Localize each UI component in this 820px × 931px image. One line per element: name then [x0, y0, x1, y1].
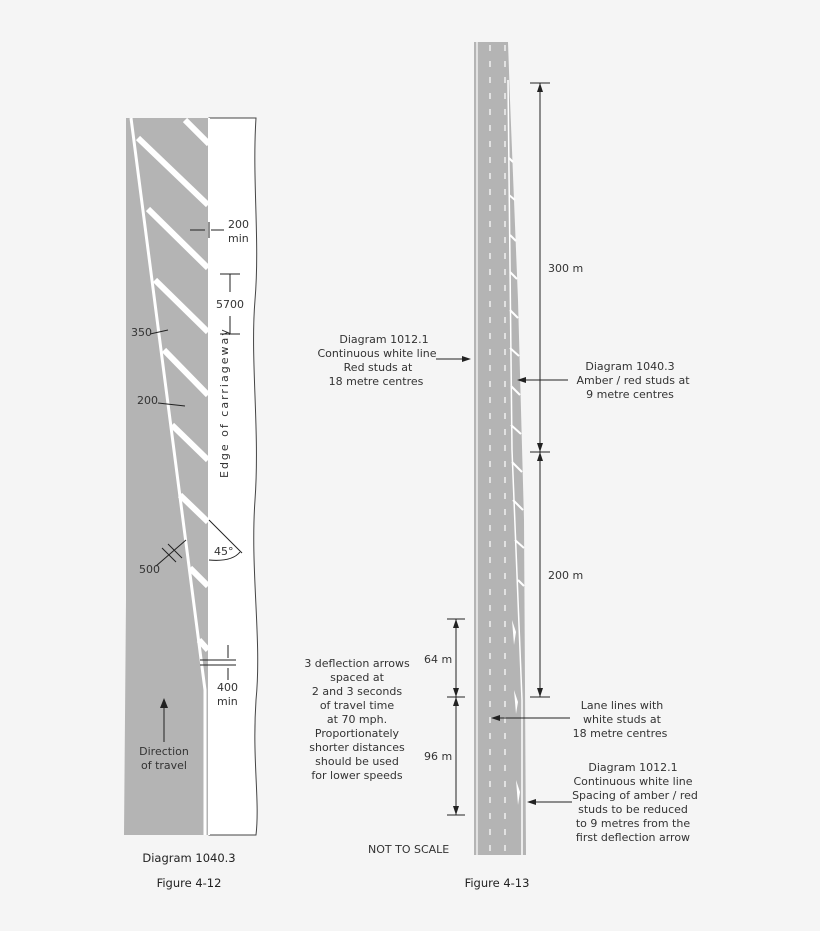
svg-text:should be used: should be used	[315, 755, 399, 768]
svg-text:Proportionately: Proportionately	[314, 727, 400, 740]
edge-of-carriageway-label: Edge of carriageway	[218, 327, 231, 478]
svg-text:500: 500	[139, 563, 160, 576]
svg-text:white studs at: white studs at	[583, 713, 661, 726]
svg-text:Diagram 1040.3: Diagram 1040.3	[585, 360, 675, 373]
road-surface-right	[474, 42, 526, 855]
svg-text:350: 350	[131, 326, 152, 339]
dim-200m	[530, 452, 583, 697]
svg-text:Lane lines with: Lane lines with	[580, 699, 664, 712]
svg-text:of travel time: of travel time	[319, 699, 395, 712]
svg-text:Diagram 1012.1: Diagram 1012.1	[588, 761, 678, 774]
svg-text:3 deflection arrows: 3 deflection arrows	[304, 657, 410, 670]
svg-text:2 and 3 seconds: 2 and 3 seconds	[311, 685, 403, 698]
svg-text:9 metre centres: 9 metre centres	[586, 388, 674, 401]
svg-text:shorter distances: shorter distances	[309, 741, 405, 754]
svg-text:Diagram 1012.1: Diagram 1012.1	[339, 333, 429, 346]
figure-4-13-caption: Figure 4-13	[464, 876, 530, 890]
note-1040	[517, 360, 690, 401]
svg-text:45°: 45°	[214, 545, 234, 558]
svg-text:200 m: 200 m	[548, 569, 584, 582]
svg-text:for lower speeds: for lower speeds	[311, 769, 403, 782]
note-1012-top	[317, 333, 471, 388]
figure-4-12	[124, 118, 258, 890]
svg-text:to 9 metres from the: to 9 metres from the	[575, 817, 691, 830]
note-deflection-arrows	[304, 657, 410, 782]
svg-text:min: min	[228, 232, 249, 245]
dim-64m	[424, 619, 465, 697]
svg-text:Continuous white line: Continuous white line	[573, 775, 693, 788]
svg-text:min: min	[217, 695, 238, 708]
dim-96m	[424, 697, 465, 815]
svg-text:300 m: 300 m	[548, 262, 584, 275]
svg-text:5700: 5700	[216, 298, 244, 311]
svg-text:at 70 mph.: at 70 mph.	[326, 713, 388, 726]
svg-text:400: 400	[217, 681, 238, 694]
figure-4-12-caption: Figure 4-12	[156, 876, 222, 890]
svg-text:first deflection arrow: first deflection arrow	[575, 831, 691, 844]
svg-text:studs to be reduced: studs to be reduced	[578, 803, 688, 816]
svg-text:Amber / red studs at: Amber / red studs at	[576, 374, 690, 387]
figure-4-13	[304, 42, 698, 890]
svg-text:Direction: Direction	[139, 745, 189, 758]
svg-text:Continuous white line: Continuous white line	[317, 347, 437, 360]
svg-text:18 metre centres: 18 metre centres	[328, 375, 424, 388]
diagram-1040-label: Diagram 1040.3	[142, 851, 236, 865]
svg-text:Red studs at: Red studs at	[343, 361, 413, 374]
svg-text:200: 200	[228, 218, 249, 231]
svg-text:Spacing of amber / red: Spacing of amber / red	[572, 789, 698, 802]
dim-300m	[530, 83, 583, 452]
note-1012-bottom	[527, 761, 698, 844]
svg-text:spaced at: spaced at	[330, 671, 384, 684]
svg-text:64 m: 64 m	[424, 653, 453, 666]
svg-text:of travel: of travel	[140, 759, 188, 772]
not-to-scale-label: NOT TO SCALE	[368, 843, 450, 856]
svg-text:96 m: 96 m	[424, 750, 453, 763]
svg-text:200: 200	[137, 394, 158, 407]
svg-text:18 metre centres: 18 metre centres	[572, 727, 668, 740]
